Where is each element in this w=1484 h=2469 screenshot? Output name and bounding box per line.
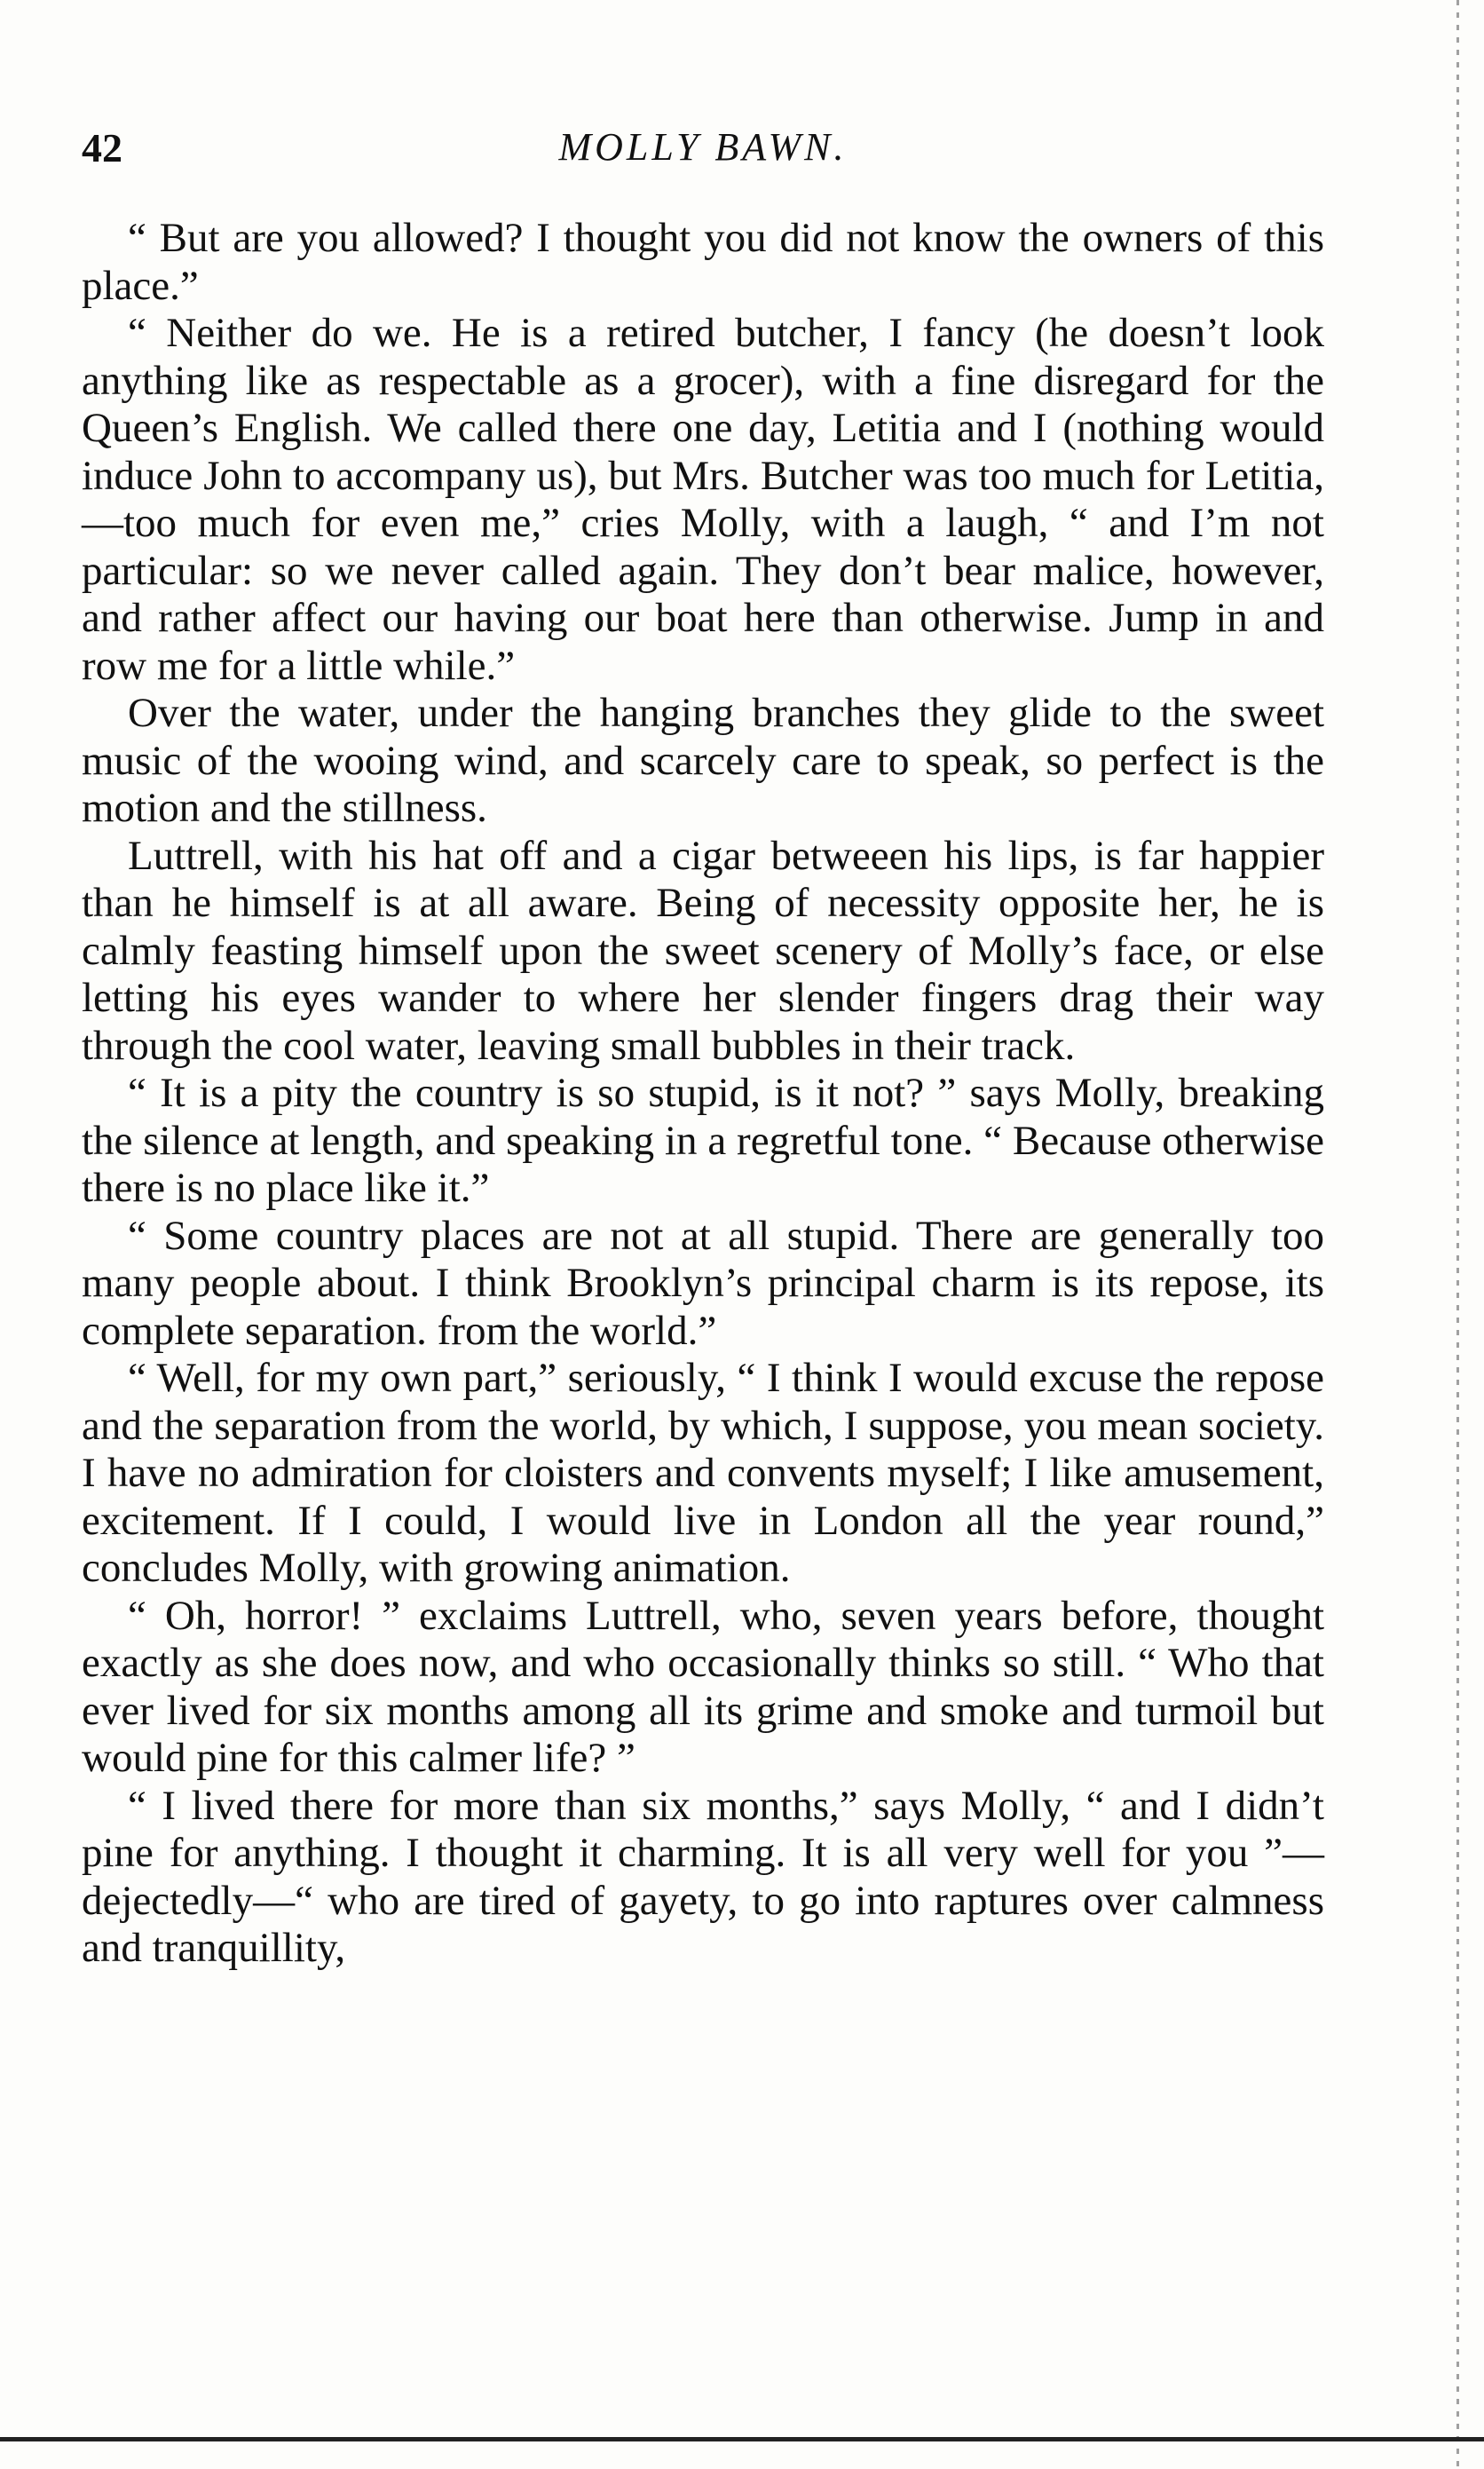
bottom-rule (0, 2437, 1484, 2441)
text-body (82, 215, 1324, 1973)
paragraph: “ Well, for my own part,” seriously, “ I think I would excuse the repose and the separation from the world, by which, I suppose, you mean society. I have no admiration for cloisters and convents myself; I like amusement, excitement. If I could, I would live in London all the year round,” concludes Molly, with growing animation. (82, 1355, 1324, 1591)
page-header (82, 124, 1324, 178)
paragraph: “ It is a pity the country is so stupid, is it not? ” says Molly, breaking the silence at length, and speaking in a regretful tone. “ Because otherwise there is no place like it.” (82, 1070, 1324, 1211)
paragraph: Over the water, under the hanging branches they glide to the sweet music of the wooing wind, and scarcely care to speak, so perfect is the motion and the stillness. (82, 690, 1324, 831)
paragraph: “ I lived there for more than six months,” says Molly, “ and I didn’t pine for anything. I thought it charming. It is all very well for you ”—dejectedly—“ who are tired of gayety, to go into raptures over calmness and tranquillity, (82, 1782, 1324, 1971)
paragraph: “ Neither do we. He is a retired butcher, I fancy (he doesn’t look anything like as respectable as a grocer), with a fine disregard for the Queen’s English. We called there one day, Letitia and I (nothing would induce John to accompany us), but Mrs. Butcher was too much for Letitia, —too much for even me,” cries Molly, with a laugh, “ and I’m not particular: so we never called again. They don’t bear malice, however, and rather affect our having our boat here than otherwise. Jump in and row me for a little while.” (82, 310, 1324, 689)
scan-edge-rule (1456, 0, 1459, 2469)
paragraph: Luttrell, with his hat off and a cigar betweeen his lips, is far happier than he himself is at all aware. Being of necessity opposite her, he is calmly feasting himself upon the sweet scenery of Molly’s face, or else letting his eyes wander to where her slender fingers drag their way through the cool water, leaving small bubbles in their track. (82, 832, 1324, 1069)
running-title: MOLLY BAWN. (558, 125, 848, 169)
paragraph: “ But are you allowed? I thought you did not know the owners of this place.” (82, 215, 1324, 309)
page-number: 42 (82, 125, 122, 170)
paragraph: “ Oh, horror! ” exclaims Luttrell, who, seven years before, thought exactly as she does now, and who occasionally thinks so still. “ Who that ever lived for six months among all its grime and smoke and turmoil but would pine for this calmer life? ” (82, 1592, 1324, 1781)
paragraph: “ Some country places are not at all stupid. There are generally too many people about. I think Brooklyn’s principal charm is its repose, its complete separation. from the world.” (82, 1212, 1324, 1354)
